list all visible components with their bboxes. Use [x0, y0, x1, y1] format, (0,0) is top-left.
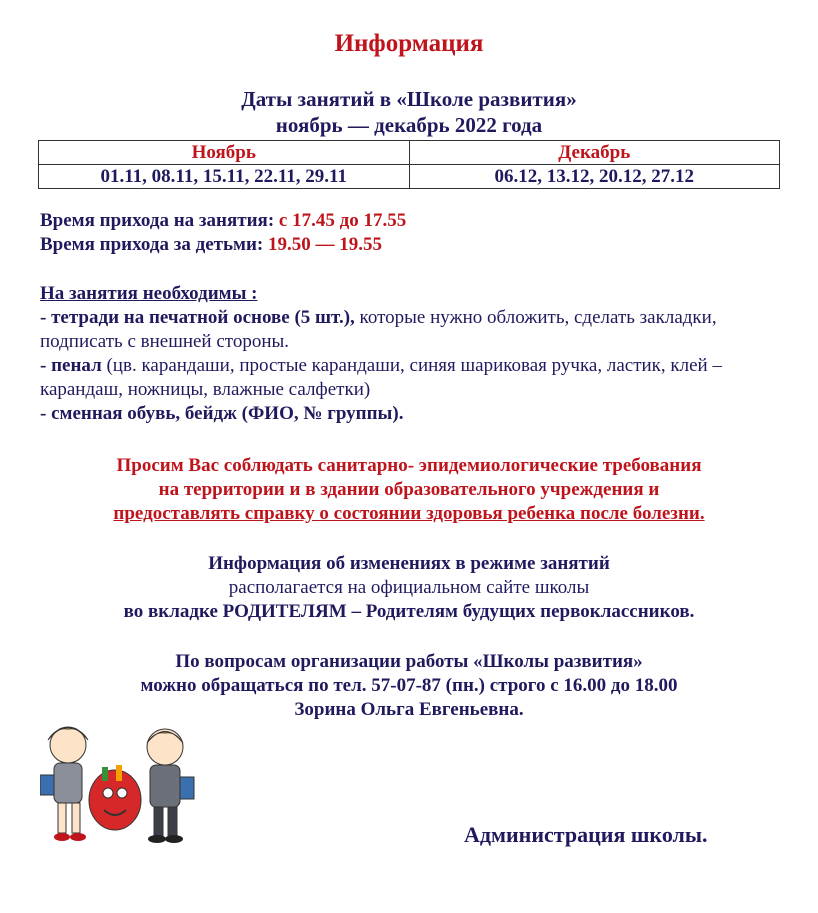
item-text: (цв. карандаши, простые карандаши, синяя шариковая ручка, ластик, клей –карандаш, ножницы, влажные салфетки): [40, 355, 722, 400]
dates-december: 06.12, 13.12, 20.12, 27.12: [409, 165, 780, 189]
info-block: [0, 552, 818, 624]
requirement-item: [40, 306, 800, 354]
page-title: Информация: [334, 30, 484, 57]
sanitary-warning: [0, 454, 818, 526]
requirements-heading: На занятия необходимы :: [40, 283, 258, 304]
requirement-item: [40, 354, 800, 402]
schedule-table: [38, 140, 780, 189]
warning-line: на территории и в здании образовательного учреждения и: [158, 479, 660, 500]
requirement-item: - сменная обувь, бейдж (ФИО, № группы).: [40, 403, 404, 424]
requirements-block: [40, 282, 800, 426]
info-line: во вкладке РОДИТЕЛЯМ – Родителям будущих первоклассников.: [123, 601, 695, 622]
dates-november: 01.11, 08.11, 15.11, 22.11, 29.11: [39, 165, 410, 189]
header-november: Ноябрь: [39, 141, 410, 165]
contact-line: можно обращаться по тел. 57-07-87 (пн.) строго с 16.00 до 18.00: [140, 675, 678, 696]
item-text: которые нужно обложить, сделать закладки, подписать с внешней стороны.: [40, 307, 717, 352]
contact-block: [0, 650, 818, 722]
subtitle-line: ноябрь — декабрь 2022 года: [275, 113, 543, 137]
info-line: Информация об изменениях в режиме занятий: [208, 553, 610, 574]
subtitle-line: Даты занятий в «Школе развития»: [241, 87, 577, 111]
info-line: располагается на официальном сайте школы: [228, 577, 590, 598]
pickup-value: 19.50 — 19.55: [267, 234, 382, 255]
warning-line: Просим Вас соблюдать санитарно- эпидемиологические требования: [116, 455, 702, 476]
header-december: Декабрь: [409, 141, 780, 165]
item-bold: - тетради на печатной основе (5 шт.),: [40, 307, 355, 328]
contact-line: По вопросам организации работы «Школы развития»: [175, 651, 643, 672]
arrival-label: Время прихода на занятия:: [40, 210, 275, 231]
warning-line: предоставлять справку о состоянии здоровья ребенка после болезни.: [113, 503, 705, 524]
arrival-value: с 17.45 до 17.55: [278, 210, 407, 231]
contact-line: Зорина Ольга Евгеньевна.: [294, 699, 524, 720]
times-block: [40, 209, 406, 257]
children-clipart-icon: [40, 715, 200, 850]
subtitle: [0, 86, 818, 138]
signature: Администрация школы.: [464, 822, 708, 847]
item-bold: - пенал: [40, 355, 102, 376]
pickup-label: Время прихода за детьми:: [40, 234, 264, 255]
